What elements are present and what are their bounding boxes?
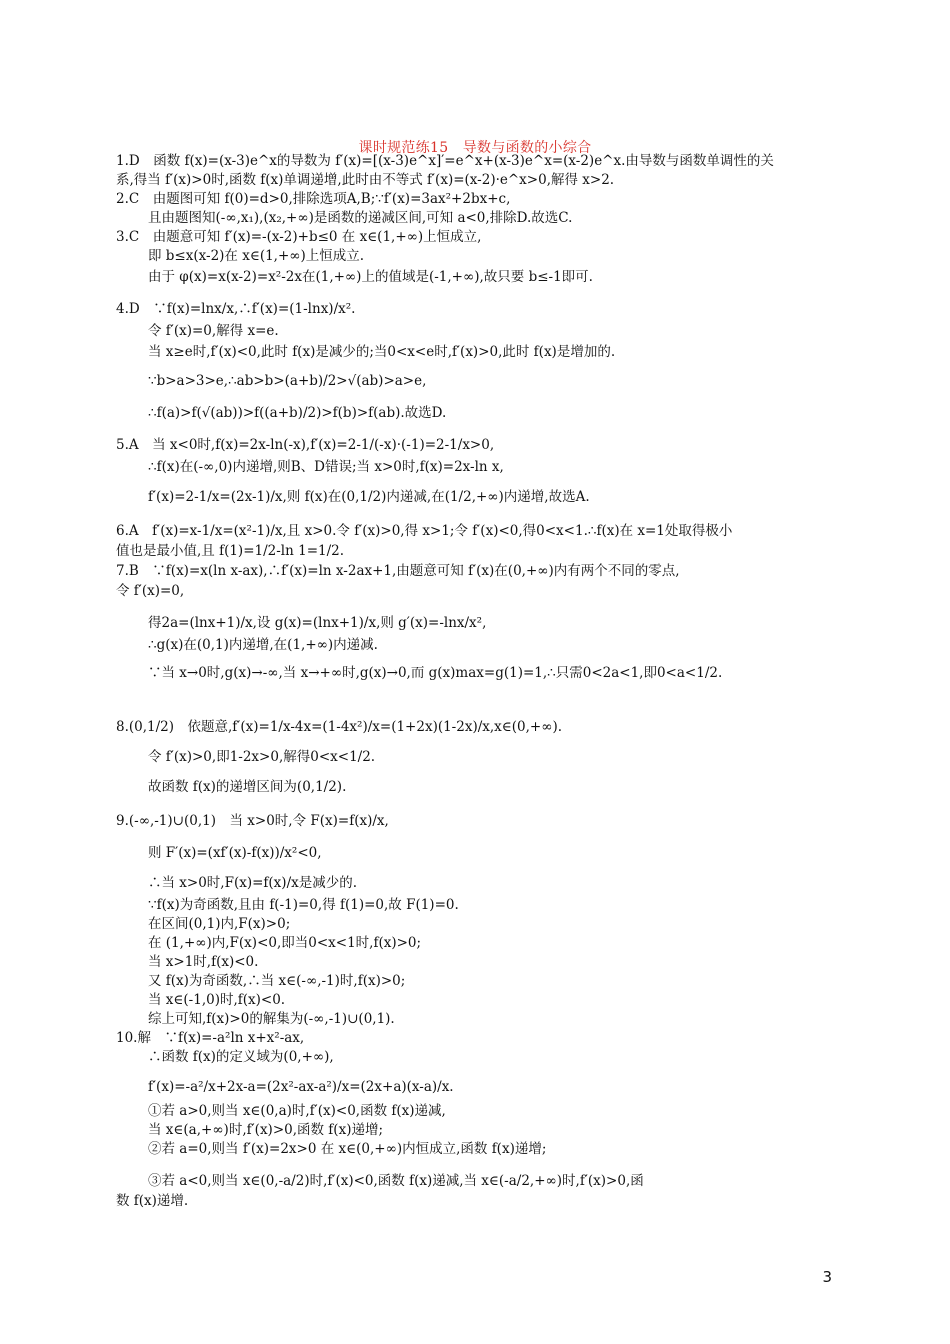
line-32: 当 x>1时,f(x)<0. [148,954,259,970]
line-22: ∵当 x→0时,g(x)→-∞,当 x→+∞时,g(x)→0,而 g(x)max=g(1)=1,∴只需0<2a<1,即0<a<1/2. [148,665,723,681]
line-18: 7.B ∵f(x)=x(ln x-ax),∴f′(x)=ln x-2ax+1,由题意可知 f′(x)在(0,+∞)内有两个不同的零点, [116,563,680,579]
line-15: f′(x)=2-1/x=(2x-1)/x,则 f(x)在(0,1/2)内递减,在(1/2,+∞)内递增,故选A. [148,489,590,505]
line-7: 由于 φ(x)=x(x-2)=x²-2x在(1,+∞)上的值域是(-1,+∞),故只要 b≤-1即可. [148,269,593,285]
line-41: ②若 a=0,则当 f′(x)=2x>0 在 x∈(0,+∞)内恒成立,函数 f(x)递增; [148,1141,547,1157]
line-13: 5.A 当 x<0时,f(x)=2x-ln(-x),f′(x)=2-1/(-x)·(-1)=2-1/x>0, [116,437,495,453]
line-3: 2.C 由题图可知 f(0)=d>0,排除选项A,B;∵f′(x)=3ax²+2bx+c, [116,191,511,207]
line-27: 则 F′(x)=(xf′(x)-f(x))/x²<0, [148,845,322,861]
line-1: 1.D 函数 f(x)=(x-3)e^x的导数为 f′(x)=[(x-3)e^x]′=e^x+(x-3)e^x=(x-2)e^x.由导数与函数单调性的关 [116,153,774,169]
line-21: ∴g(x)在(0,1)内递增,在(1,+∞)内递减. [148,637,378,653]
line-23: 8.(0,1/2) 依题意,f′(x)=1/x-4x=(1-4x²)/x=(1+2x)(1-2x)/x,x∈(0,+∞). [116,719,563,735]
line-9: 令 f′(x)=0,解得 x=e. [148,323,279,339]
line-31: 在 (1,+∞)内,F(x)<0,即当0<x<1时,f(x)>0; [148,935,422,951]
line-16: 6.A f′(x)=x-1/x=(x²-1)/x,且 x>0.令 f′(x)>0,得 x>1;令 f′(x)<0,得0<x<1.∴f(x)在 x=1处取得极小 [116,523,733,539]
line-10: 当 x≥e时,f′(x)<0,此时 f(x)是减少的;当0<x<e时,f′(x)>0,此时 f(x)是增加的. [148,344,616,360]
line-36: 10.解 ∵f(x)=-a²ln x+x²-ax, [116,1030,305,1046]
line-38: f′(x)=-a²/x+2x-a=(2x²-ax-a²)/x=(2x+a)(x-a)/x. [148,1079,454,1095]
line-40: 当 x∈(a,+∞)时,f′(x)>0,函数 f(x)递增; [148,1122,384,1138]
line-8: 4.D ∵f(x)=lnx/x,∴f′(x)=(1-lnx)/x². [116,301,356,317]
line-11: ∵b>a>3>e,∴ab>b>(a+b)/2>√(ab)>a>e, [148,373,427,389]
line-4: 且由题图知(-∞,x₁),(x₂,+∞)是函数的递减区间,可知 a<0,排除D.故选C. [148,210,573,226]
line-30: 在区间(0,1)内,F(x)>0; [148,916,291,932]
line-43: 数 f(x)递增. [116,1193,189,1209]
line-24: 令 f′(x)>0,即1-2x>0,解得0<x<1/2. [148,749,376,765]
line-28: ∴当 x>0时,F(x)=f(x)/x是减少的. [148,875,358,891]
line-2: 系,得当 f′(x)>0时,函数 f(x)单调递增,此时由不等式 f′(x)=(x-2)·e^x>0,解得 x>2. [116,172,615,188]
line-6: 即 b≤x(x-2)在 x∈(1,+∞)上恒成立. [148,248,365,264]
line-26: 9.(-∞,-1)∪(0,1) 当 x>0时,令 F(x)=f(x)/x, [116,813,389,829]
page-number: 3 [822,1268,832,1286]
line-5: 3.C 由题意可知 f′(x)=-(x-2)+b≤0 在 x∈(1,+∞)上恒成立, [116,229,482,245]
line-42: ③若 a<0,则当 x∈(0,-a/2)时,f′(x)<0,函数 f(x)递减,当 x∈(-a/2,+∞)时,f′(x)>0,函 [148,1173,644,1189]
line-39: ①若 a>0,则当 x∈(0,a)时,f′(x)<0,函数 f(x)递减, [148,1103,446,1119]
line-20: 得2a=(lnx+1)/x,设 g(x)=(lnx+1)/x,则 g′(x)=-lnx/x², [148,615,487,631]
line-37: ∴函数 f(x)的定义域为(0,+∞), [148,1049,334,1065]
line-25: 故函数 f(x)的递增区间为(0,1/2). [148,779,347,795]
page-title: 课时规范练15 导数与函数的小综合 [358,140,592,156]
line-19: 令 f′(x)=0, [116,583,185,599]
line-34: 当 x∈(-1,0)时,f(x)<0. [148,992,286,1008]
line-14: ∴f(x)在(-∞,0)内递增,则B、D错误;当 x>0时,f(x)=2x-ln x, [148,459,504,475]
line-17: 值也是最小值,且 f(1)=1/2-ln 1=1/2. [116,543,345,559]
line-29: ∵f(x)为奇函数,且由 f(-1)=0,得 f(1)=0,故 F(1)=0. [148,897,459,913]
line-33: 又 f(x)为奇函数,∴当 x∈(-∞,-1)时,f(x)>0; [148,973,406,989]
line-12: ∴f(a)>f(√(ab))>f((a+b)/2)>f(b)>f(ab).故选D. [148,405,447,421]
line-35: 综上可知,f(x)>0的解集为(-∞,-1)∪(0,1). [148,1011,395,1027]
